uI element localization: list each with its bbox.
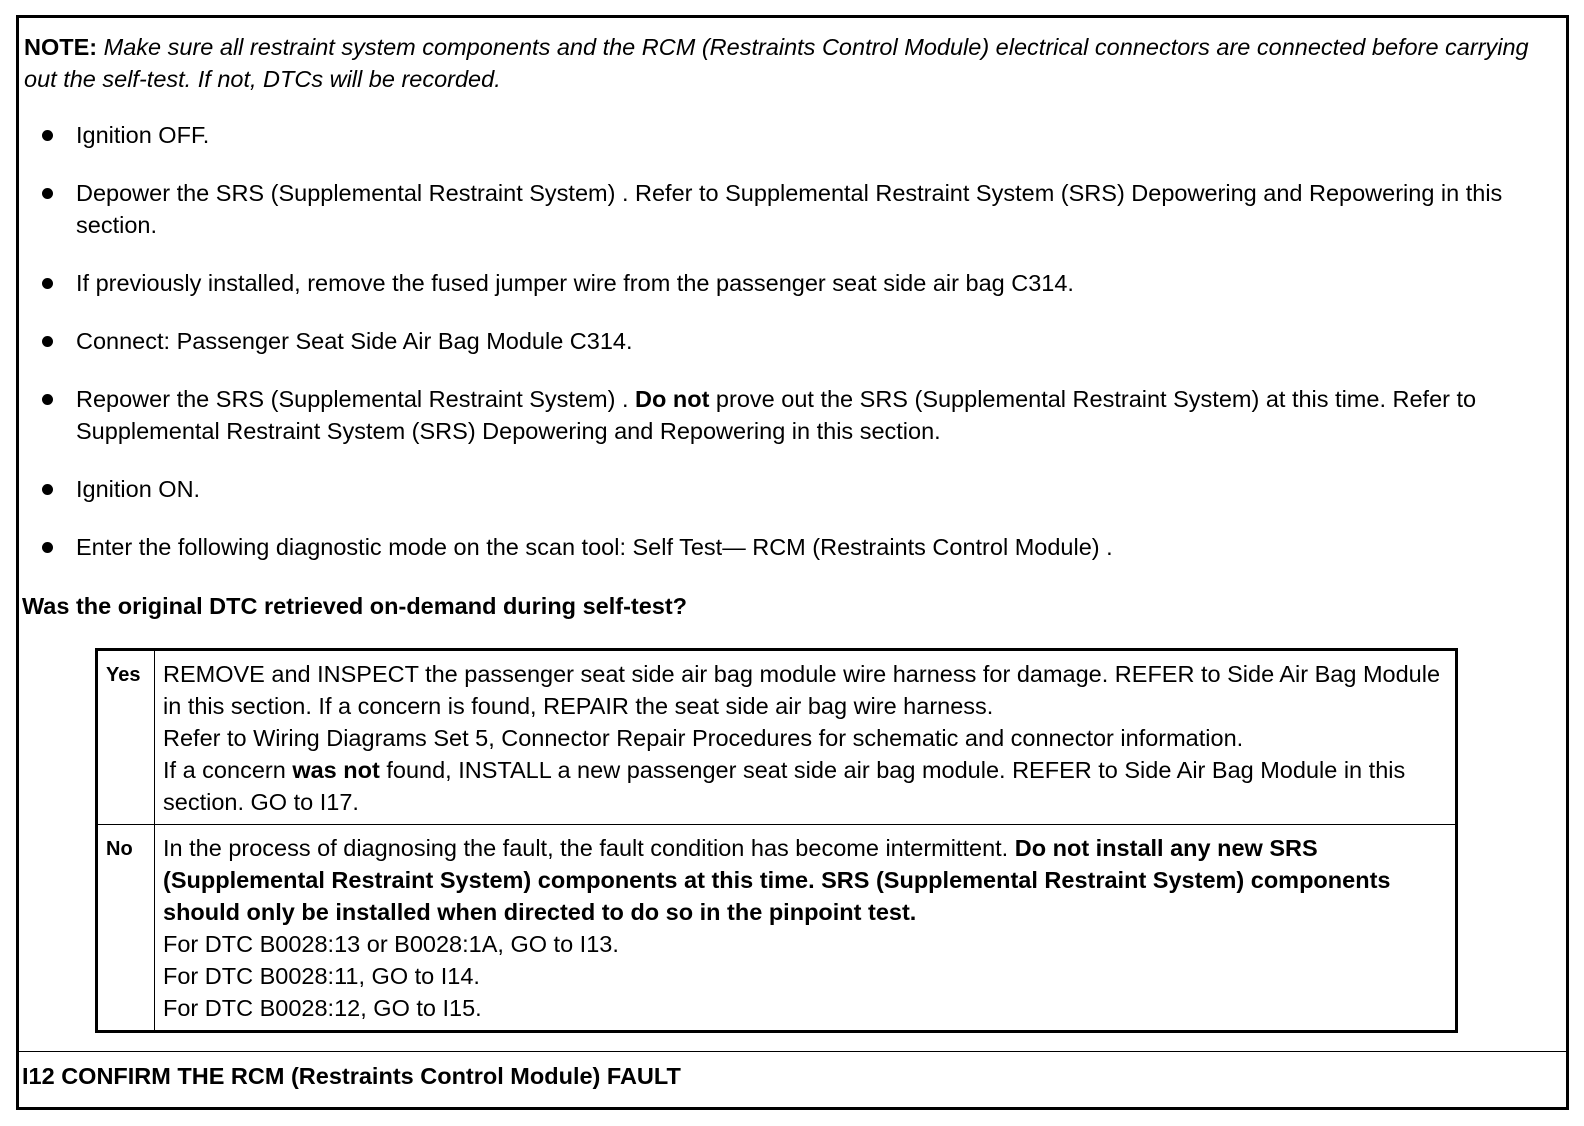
yes-line-3-post: found, INSTALL a new passenger seat side air bag module. REFER to Side Air Bag Module in this section. GO to I17. [163, 757, 1406, 815]
step-item [19, 473, 1549, 505]
step-text: Connect: Passenger Seat Side Air Bag Module C314. [76, 328, 633, 354]
yes-line-3-pre: If a concern [163, 757, 293, 783]
result-action-no [155, 825, 1457, 1032]
step-text-post: prove out the SRS (Supplemental Restraint System) at this time. Refer to Supplemental Restraint System (SRS) Depowering and Repowering in this section. [76, 386, 1477, 444]
step-item [19, 177, 1549, 241]
yes-line-2: Refer to Wiring Diagrams Set 5, Connector Repair Procedures for schematic and connector information. [163, 725, 1244, 751]
steps-list [19, 119, 1549, 589]
note-label: NOTE: [24, 34, 98, 60]
step-item [19, 267, 1549, 299]
step-text: Ignition ON. [76, 476, 201, 502]
result-table [95, 648, 1458, 1033]
result-key-no: No [97, 825, 155, 1032]
step-item [19, 325, 1549, 357]
step-item [19, 119, 1549, 151]
step-item [19, 531, 1549, 563]
note-text: Make sure all restraint system components and the RCM (Restraints Control Module) electrical connectors are connected before carrying out the self-test. If not, DTCs will be recorded. [24, 34, 1529, 92]
result-action-yes [155, 650, 1457, 825]
note [24, 31, 1554, 95]
step-text: If previously installed, remove the fused jumper wire from the passenger seat side air bag C314. [76, 270, 1074, 296]
procedure-frame [16, 15, 1569, 1110]
section-divider [19, 1051, 1566, 1052]
yes-line-3-bold: was not [292, 757, 380, 783]
step-text: Ignition OFF. [76, 122, 210, 148]
yes-line-1: REMOVE and INSPECT the passenger seat side air bag module wire harness for damage. REFER to Side Air Bag Module in this section. If a concern is found, REPAIR the seat side air bag wire harness. [163, 661, 1441, 719]
no-dtc-3: For DTC B0028:12, GO to I15. [163, 995, 482, 1021]
question: Was the original DTC retrieved on-demand during self-test? [22, 593, 688, 619]
step-text: Depower the SRS (Supplemental Restraint System) . Refer to Supplemental Restraint System (SRS) Depowering and Repowering in this section. [76, 180, 1503, 238]
no-warning: Do not install any new SRS (Supplemental Restraint System) components at this time. SRS (Supplemental Restraint System) components should only be installed when directed to do so in the pinpoint test. [163, 835, 1391, 925]
step-text-bold: Do not [635, 386, 710, 412]
step-item [19, 383, 1549, 447]
next-step-title: I12 CONFIRM THE RCM (Restraints Control Module) FAULT [22, 1063, 681, 1089]
result-row-no [97, 825, 1457, 1032]
result-row-yes [97, 650, 1457, 825]
yes-line-3 [163, 754, 1447, 818]
step-text: Enter the following diagnostic mode on the scan tool: Self Test— RCM (Restraints Control Module) . [76, 534, 1113, 560]
step-text-pre: Repower the SRS (Supplemental Restraint System) . [76, 386, 636, 412]
result-key-yes: Yes [97, 650, 155, 825]
no-intro-text: In the process of diagnosing the fault, the fault condition has become intermittent. [163, 835, 1015, 861]
no-dtc-1: For DTC B0028:13 or B0028:1A, GO to I13. [163, 931, 619, 957]
no-dtc-2: For DTC B0028:11, GO to I14. [163, 963, 480, 989]
no-intro [163, 832, 1447, 928]
